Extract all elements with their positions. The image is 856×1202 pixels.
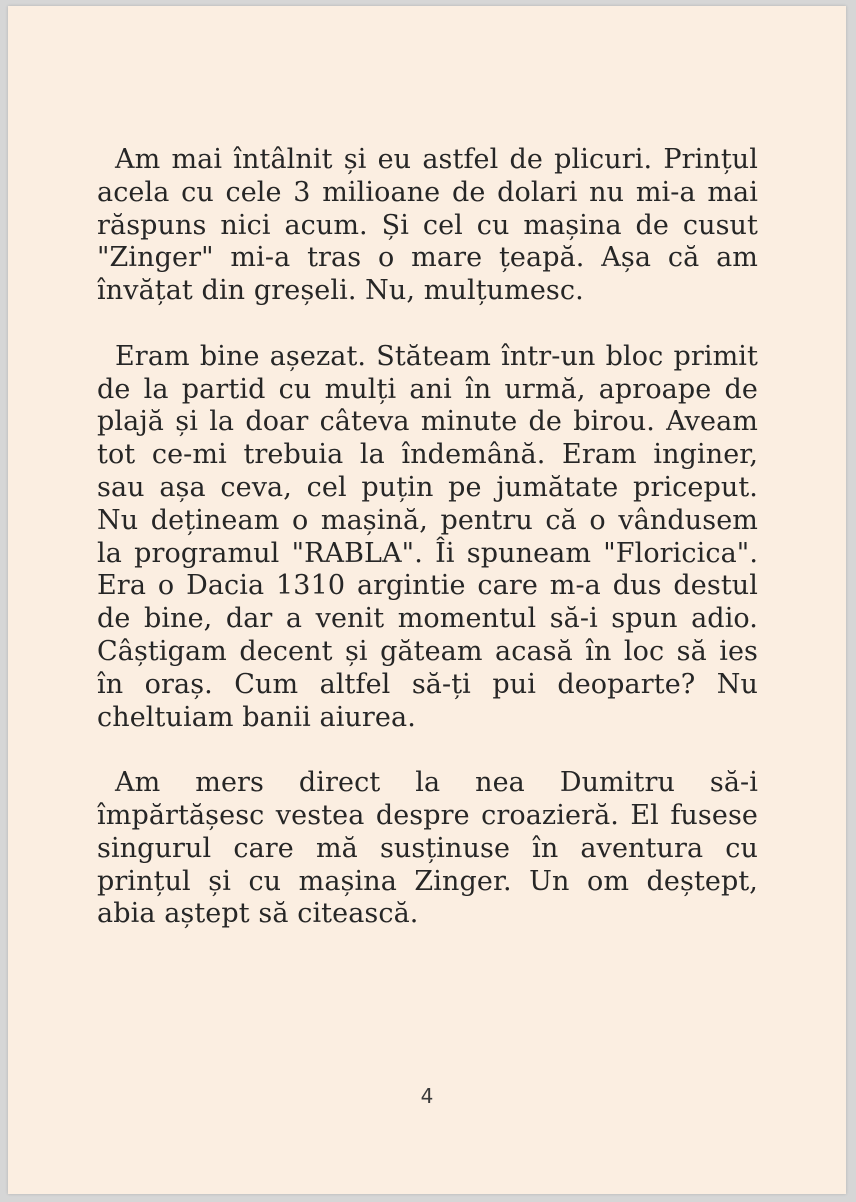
book-page	[8, 6, 846, 1194]
paragraph-2: Eram bine așezat. Stăteam într-un bloc primit de la partid cu mulți ani în urmă, aproape de plajă și la doar câteva minute de birou. Aveam tot ce-mi trebuia la îndemână. Eram inginer, sau așa ceva, cel puțin pe jumătate priceput. Nu dețineam o mașină, pentru că o vândusem la programul "RABLA". Îi spuneam "Floricica". Era o Dacia 1310 argintie care m-a dus destul de bine, dar a venit momentul să-i spun adio. Câștigam decent și găteam acasă în loc să ies în oraș. Cum altfel să-ți pui deoparte? Nu cheltuiam banii aiurea.	[97, 340, 758, 733]
paragraph-1: Am mai întâlnit și eu astfel de plicuri. Prințul acela cu cele 3 milioane de dolari nu mi-a mai răspuns nici acum. Și cel cu mașina de cusut "Zinger" mi-a tras o mare țeapă. Așa că am învățat din greșeli. Nu, mulțumesc.	[97, 144, 758, 307]
page-content	[97, 144, 758, 931]
page-number: 4	[420, 1084, 434, 1108]
paragraph-3: Am mers direct la nea Dumitru să-i împărtășesc vestea despre croazieră. El fusese singurul care mă susținuse în aventura cu prințul și cu mașina Zinger. Un om deștept, abia aștept să citească.	[97, 767, 758, 930]
